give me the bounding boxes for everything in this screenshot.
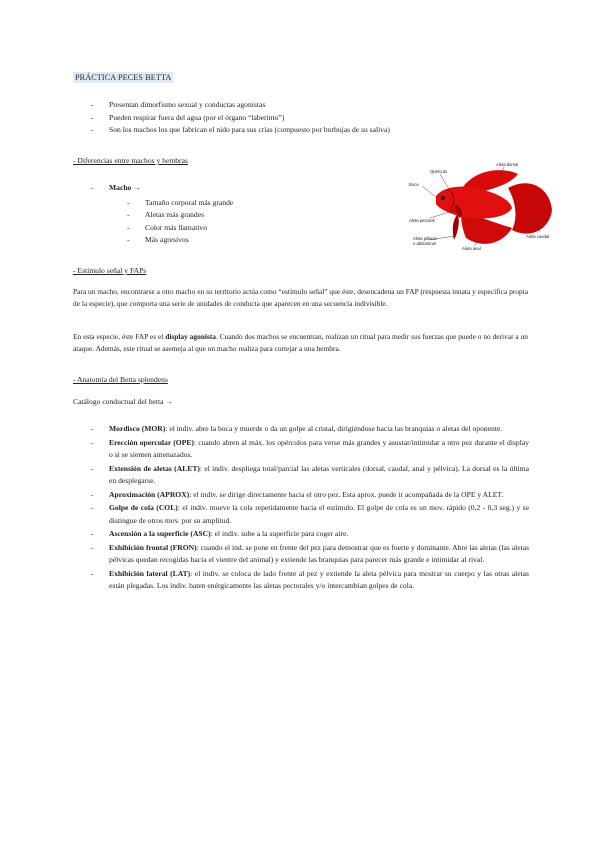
catalog-desc: : el indiv. se dirige directamente hacia el otro pez. Esta aprox. puede ir acompañada de la OPE y ALET. — [189, 489, 504, 499]
catalog-term: Golpe de cola (COL) — [109, 503, 178, 512]
intro-list — [109, 99, 529, 137]
catalog-item-asc — [109, 528, 529, 541]
catalog-item-mor — [109, 423, 529, 436]
catalog-term: Erección opercular (OPE) — [109, 437, 194, 447]
catalog-term: Aproximación (APROX) — [109, 489, 190, 499]
label-operculo: Opérculo — [430, 169, 447, 174]
catalog-desc: : el indiv. sube a la superficie para coger aire. — [210, 529, 349, 538]
label-aleta-dorsal: Aleta dorsal — [496, 162, 519, 167]
catalog-desc: : cuando abren al máx. los opérculos para verse más grandes y asustar/intimidar a otro pez durante el display o si se sienten amenazados. — [109, 437, 529, 459]
section-heading-estimulo: - Estímulo señal y FAPs — [73, 266, 147, 275]
paragraph-text: . Cuando dos machos se encuentran, realizan un ritual para medir sus fuerzas que puede o no derivar a un ataque. Además, este ritual se asemeja al que un macho realiza para cortejar a una hembra. — [73, 332, 528, 354]
list-item: - Presentan dimorfismo sexual y conductas agonistas — [109, 99, 529, 112]
arrow-text: → — [131, 183, 141, 192]
label-boca: Boca — [409, 182, 419, 187]
catalog-item-aprox — [109, 489, 529, 502]
macho-label: Macho — [109, 183, 132, 192]
paragraph-estimulo: Para un macho, encontrarse a otro macho en su territorio actúa como “estímulo señal” que éste, desencadena un FAP (respuesta innata y específica propia de la especie), que comporta una serie de unidades de conducta que aparecen en una secuencia indivisible. — [73, 287, 528, 309]
list-item: - Tamaño corporal más grande — [145, 197, 359, 210]
behavior-catalog-list — [109, 423, 529, 594]
list-item: - Aletas más grandes — [145, 209, 359, 222]
label-aleta-anal: Aleta anal — [462, 246, 481, 251]
catalog-desc: : el indiv. abre la boca y muerde o da un golpe al cristal, dirigiéndose hacia las branquias o aletas del oponente. — [165, 424, 503, 433]
catalog-term: Ascensión a la superficie (ASC) — [109, 529, 211, 538]
list-item: - Pueden respirar fuera del agua (por el órgano “laberinto”) — [109, 112, 529, 125]
catalog-desc: : el indiv. despliega total/parcial las aletas verticales (dorsal, caudal, anal y pélvica). La dorsal es la última en desplegarse. — [109, 463, 529, 485]
list-item: - Color más llamativo — [145, 222, 359, 235]
catalog-desc: : el indiv. mueve la cola repetidamente hacia el estímulo. El golpe de cola es un mov. rápido (0,2 - 0,3 seg.) y se distingue de otros mov. por su amplitud. — [109, 503, 529, 525]
label-aleta-pectoral: Aleta pectoral — [409, 218, 435, 223]
catalog-item-col — [109, 502, 529, 527]
paragraph-text: En esta especie, éste FAP es el — [73, 332, 166, 341]
catalog-item-lat — [109, 568, 529, 593]
catalog-term: Mordisco (MOR) — [109, 424, 166, 433]
label-aleta-caudal: Aleta caudal — [526, 234, 550, 239]
betta-fish-image — [436, 170, 552, 244]
page-title: PRÁCTICA PECES BETTA — [75, 73, 172, 82]
list-item: - Son los machos los que fabrican el nido para sus crías (compuesto por burbujas de su saliva) — [109, 124, 529, 137]
bold-term: display agonista — [165, 332, 216, 341]
catalog-desc: : cuando el ind. se pone en frente del pez para demostrar que es fuerte y dominante. Abre las aletas (las aletas pélvicas quedan recogidas hacia el vientre del animal) y extiende las branquias para parecer más grande e intimidar al rival. — [109, 542, 529, 564]
catalog-term: Exhibición lateral (LAT) — [109, 568, 191, 578]
label-aleta-pelvica-2: o abdominal — [413, 241, 436, 246]
macho-traits — [145, 197, 359, 247]
section-heading-anatomia: - Anatomía del Betta splendens — [73, 375, 168, 384]
section-heading-diferencias: - Diferencias entre machos y hembras — [73, 156, 188, 165]
catalog-term: Extensión de aletas (ALET) — [109, 463, 200, 473]
list-item: - Más agresivos — [145, 234, 359, 247]
catalog-term: Exhibición frontal (FRON) — [109, 542, 197, 552]
betta-anatomy-figure — [400, 158, 560, 258]
catalog-item-ope — [109, 437, 529, 462]
paragraph-display — [73, 331, 528, 355]
catalog-label: Catálogo conductual del betta → — [73, 397, 173, 406]
macho-list — [109, 182, 359, 247]
catalog-desc: : el indiv. se coloca de lado frente al pez y extiende la aleta pélvica para mostrar su cuerpo y las otras aletas están plegadas. Los indiv. baten enérgicamente las aletas pectorales y/o intercambian golpes de cola. — [109, 568, 529, 590]
catalog-item-alet — [109, 463, 529, 488]
macho-item — [109, 182, 359, 247]
label-aleta-pelvica: Aleta pélvica — [413, 236, 437, 241]
catalog-item-fron — [109, 542, 529, 567]
